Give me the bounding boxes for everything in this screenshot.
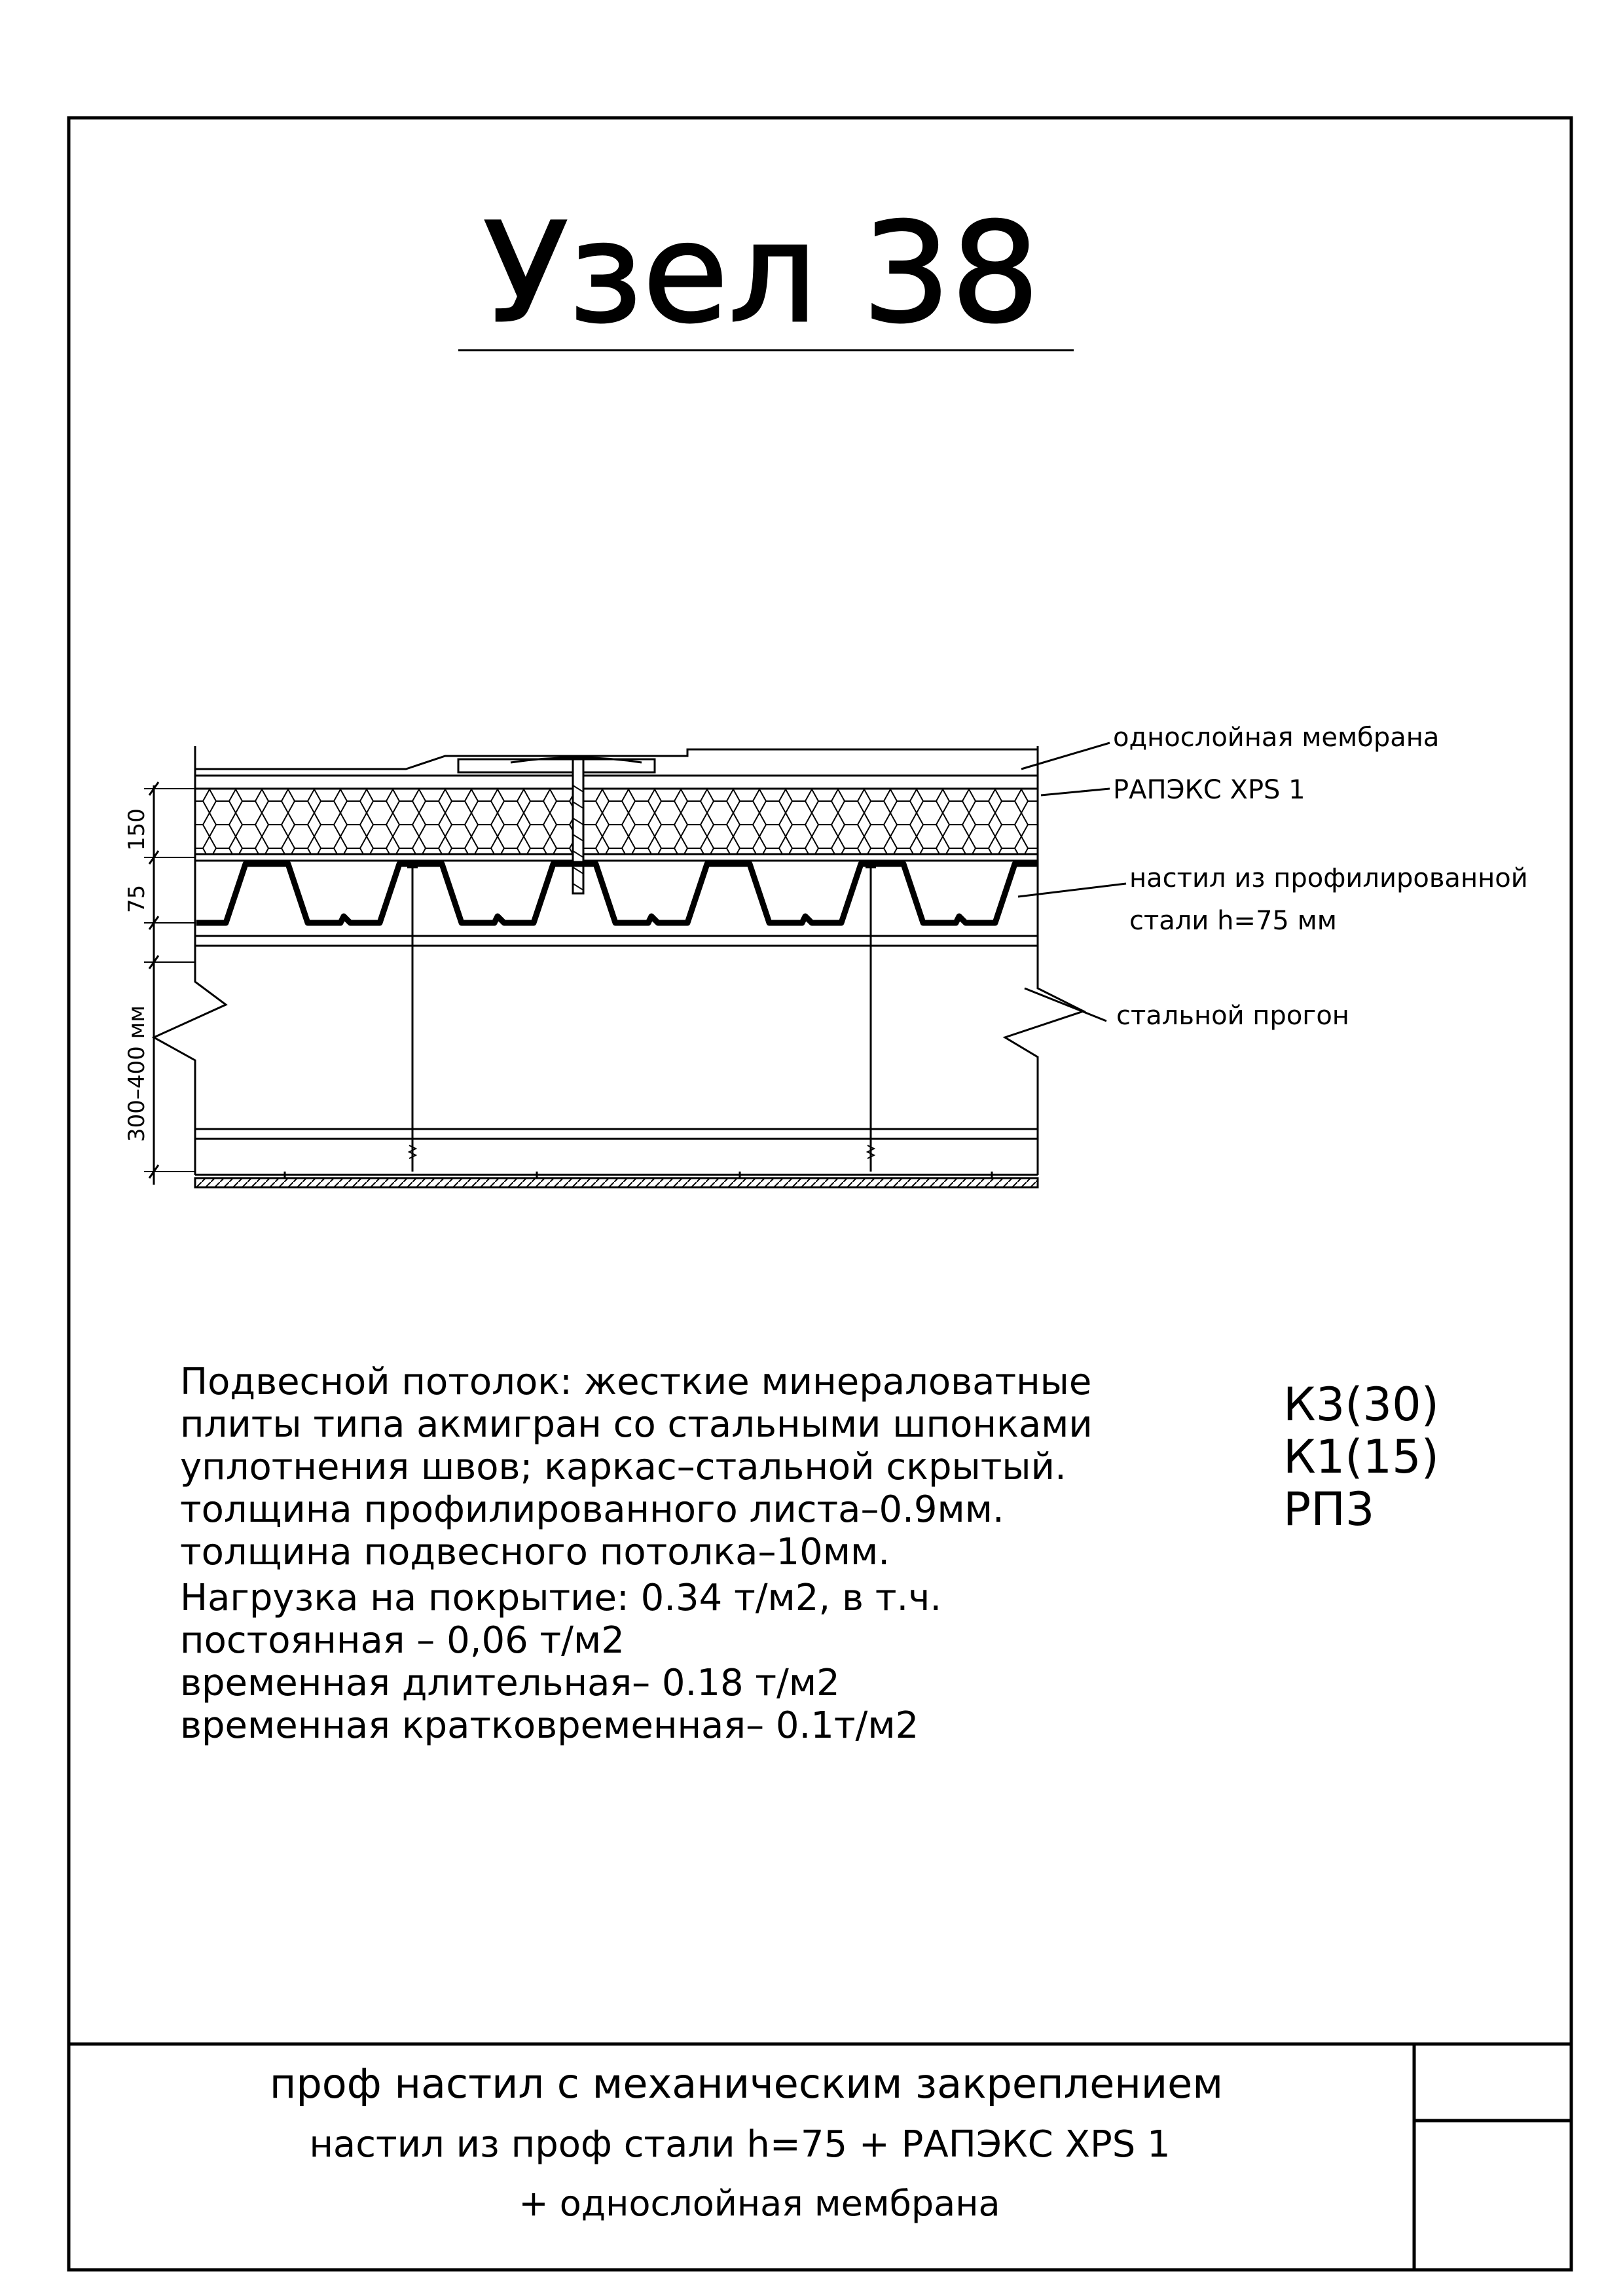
insulation-layer <box>195 789 1038 854</box>
dim-150: 150 <box>124 808 150 851</box>
leader-deck <box>1018 884 1126 897</box>
label-deck-line2: стали h=75 мм <box>1129 906 1337 936</box>
label-membrane: однослойная мембрана <box>1113 723 1440 753</box>
title-block-line3: + однослойная мембрана <box>519 2183 1000 2224</box>
note-line: уплотнения швов; каркас–стальной скрытый. <box>180 1446 1067 1488</box>
dim-75: 75 <box>124 884 150 913</box>
note-line: временная длительная– 0.18 т/м2 <box>180 1662 840 1704</box>
notes-block <box>180 1361 1093 1747</box>
note-line: плиты типа акмигран со стальными шпонками <box>180 1403 1093 1446</box>
fire-class-rp3: РП3 <box>1283 1482 1375 1536</box>
note-line: временная кратковременная– 0.1т/м2 <box>180 1704 919 1747</box>
roof-section-drawing <box>124 743 1126 1187</box>
note-line: Нагрузка на покрытие: 0.34 т/м2, в т.ч. <box>180 1577 942 1619</box>
label-insulation: РАПЭКС XPS 1 <box>1113 775 1305 805</box>
label-deck-line1: настил из профилированной <box>1129 863 1528 893</box>
ceiling-panel <box>195 1178 1038 1187</box>
dim-300-400: 300–400 мм <box>124 1005 150 1142</box>
sheet-frame <box>69 118 1571 2270</box>
note-line: толщина профилированного листа–0.9мм. <box>180 1488 1004 1531</box>
leader-insulation <box>1041 789 1110 795</box>
label-purlin: стальной прогон <box>1116 1001 1349 1031</box>
note-line: Подвесной потолок: жесткие минераловатные <box>180 1361 1092 1403</box>
title-block-line2: настил из проф стали h=75 + РАПЭКС XPS 1 <box>309 2123 1171 2166</box>
fire-class-k3: К3(30) <box>1283 1378 1439 1431</box>
page-title: Узел 38 <box>483 193 1040 353</box>
note-line: толщина подвесного потолка–10мм. <box>180 1531 890 1573</box>
leader-purlin <box>1025 988 1106 1021</box>
fire-class-k1: К1(15) <box>1283 1430 1439 1484</box>
leader-membrane <box>1021 743 1110 769</box>
note-line: постоянная – 0,06 т/м2 <box>180 1619 625 1662</box>
profiled-deck <box>196 864 1038 923</box>
title-block-line1: проф настил с механическим закреплением <box>269 2060 1224 2108</box>
